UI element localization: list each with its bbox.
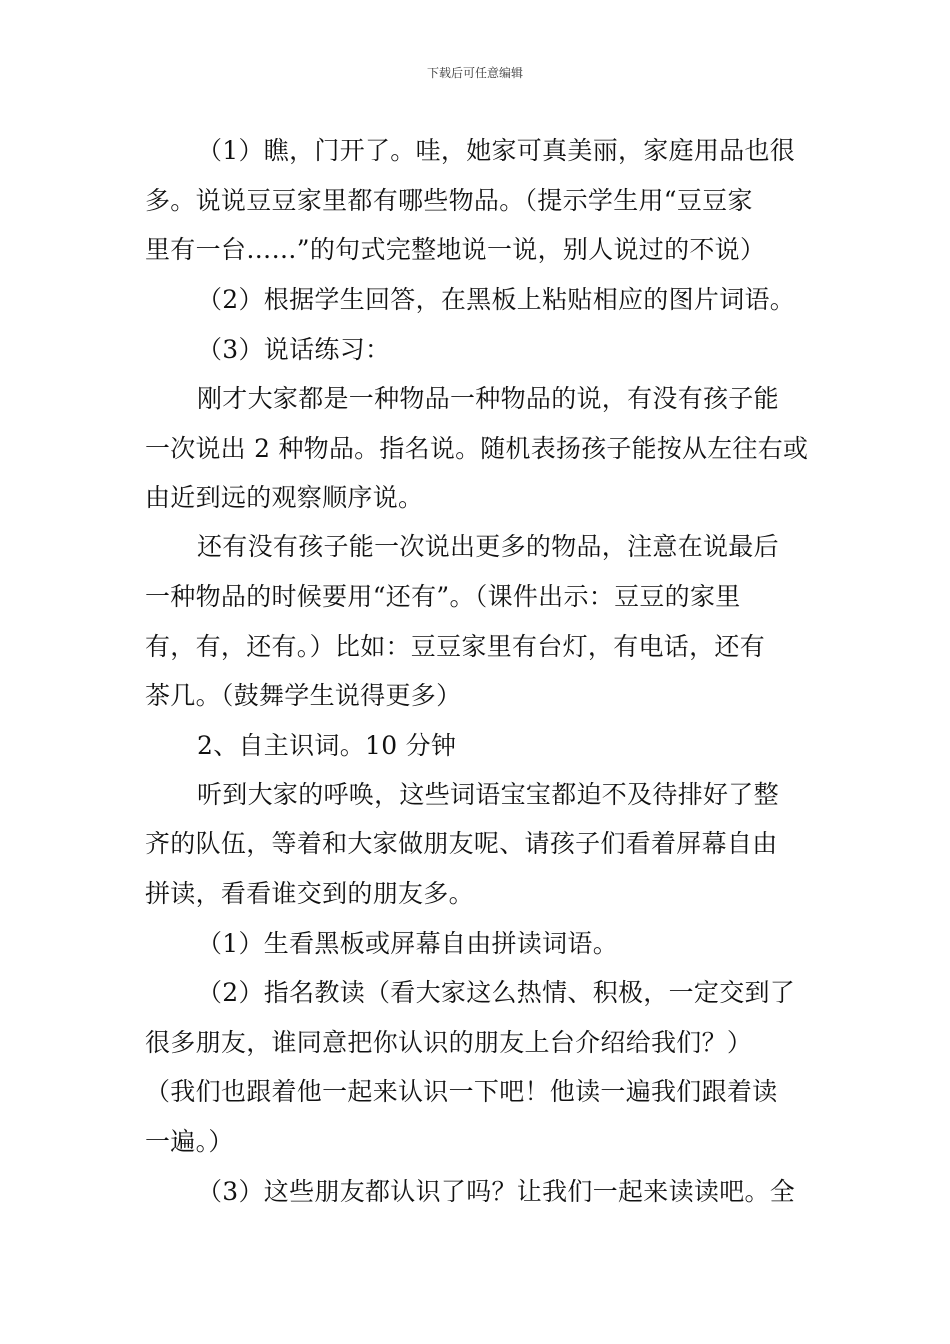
text-line: 刚才大家都是一种物品一种物品的说，有没有孩子能 [197,384,779,413]
text-line: （2）根据学生回答，在黑板上粘贴相应的图片词语。 [197,285,796,314]
text-line: 还有没有孩子能一次说出更多的物品，注意在说最后 [197,532,779,561]
text-line: （1）生看黑板或屏幕自由拼读词语。 [197,929,619,958]
text-line: （3）说话练习： [197,335,391,364]
text-line: 有，有，还有。）比如：豆豆家里有台灯，有电话，还有 [145,632,766,661]
text-line: 一遍。） [145,1127,234,1156]
text-line: 由近到远的观察顺序说。 [145,483,424,512]
text-line: （我们也跟着他一起来认识一下吧！他读一遍我们跟着读 [145,1077,778,1106]
text-line: 一次说出 2 种物品。指名说。随机表扬孩子能按从左往右或 [145,434,809,463]
text-line: 听到大家的呼唤，这些词语宝宝都迫不及待排好了整 [197,780,779,809]
text-line: 2、自主识词。10 分钟 [197,731,457,760]
text-line: 齐的队伍，等着和大家做朋友呢、请孩子们看着屏幕自由 [145,829,778,858]
text-line: 里有一台……”的句式完整地说一说，别人说过的不说） [145,235,766,264]
text-line: 多。说说豆豆家里都有哪些物品。（提示学生用“豆豆家 [145,186,753,215]
text-line: 很多朋友，谁同意把你认识的朋友上台介绍给我们？） [145,1028,753,1057]
text-line: 拼读，看看谁交到的朋友多。 [145,879,474,908]
text-line: （2）指名教读（看大家这么热情、积极，一定交到了 [197,978,796,1007]
text-line: 茶几。（鼓舞学生说得更多） [145,681,462,710]
page-header: 下载后可任意编辑 [426,66,523,80]
text-line: （1）瞧，门开了。哇，她家可真美丽，家庭用品也很 [197,136,796,165]
text-line: 一种物品的时候要用“还有”。（课件出示：豆豆的家里 [145,582,741,611]
text-line: （3）这些朋友都认识了吗？让我们一起来读读吧。全 [197,1177,796,1206]
